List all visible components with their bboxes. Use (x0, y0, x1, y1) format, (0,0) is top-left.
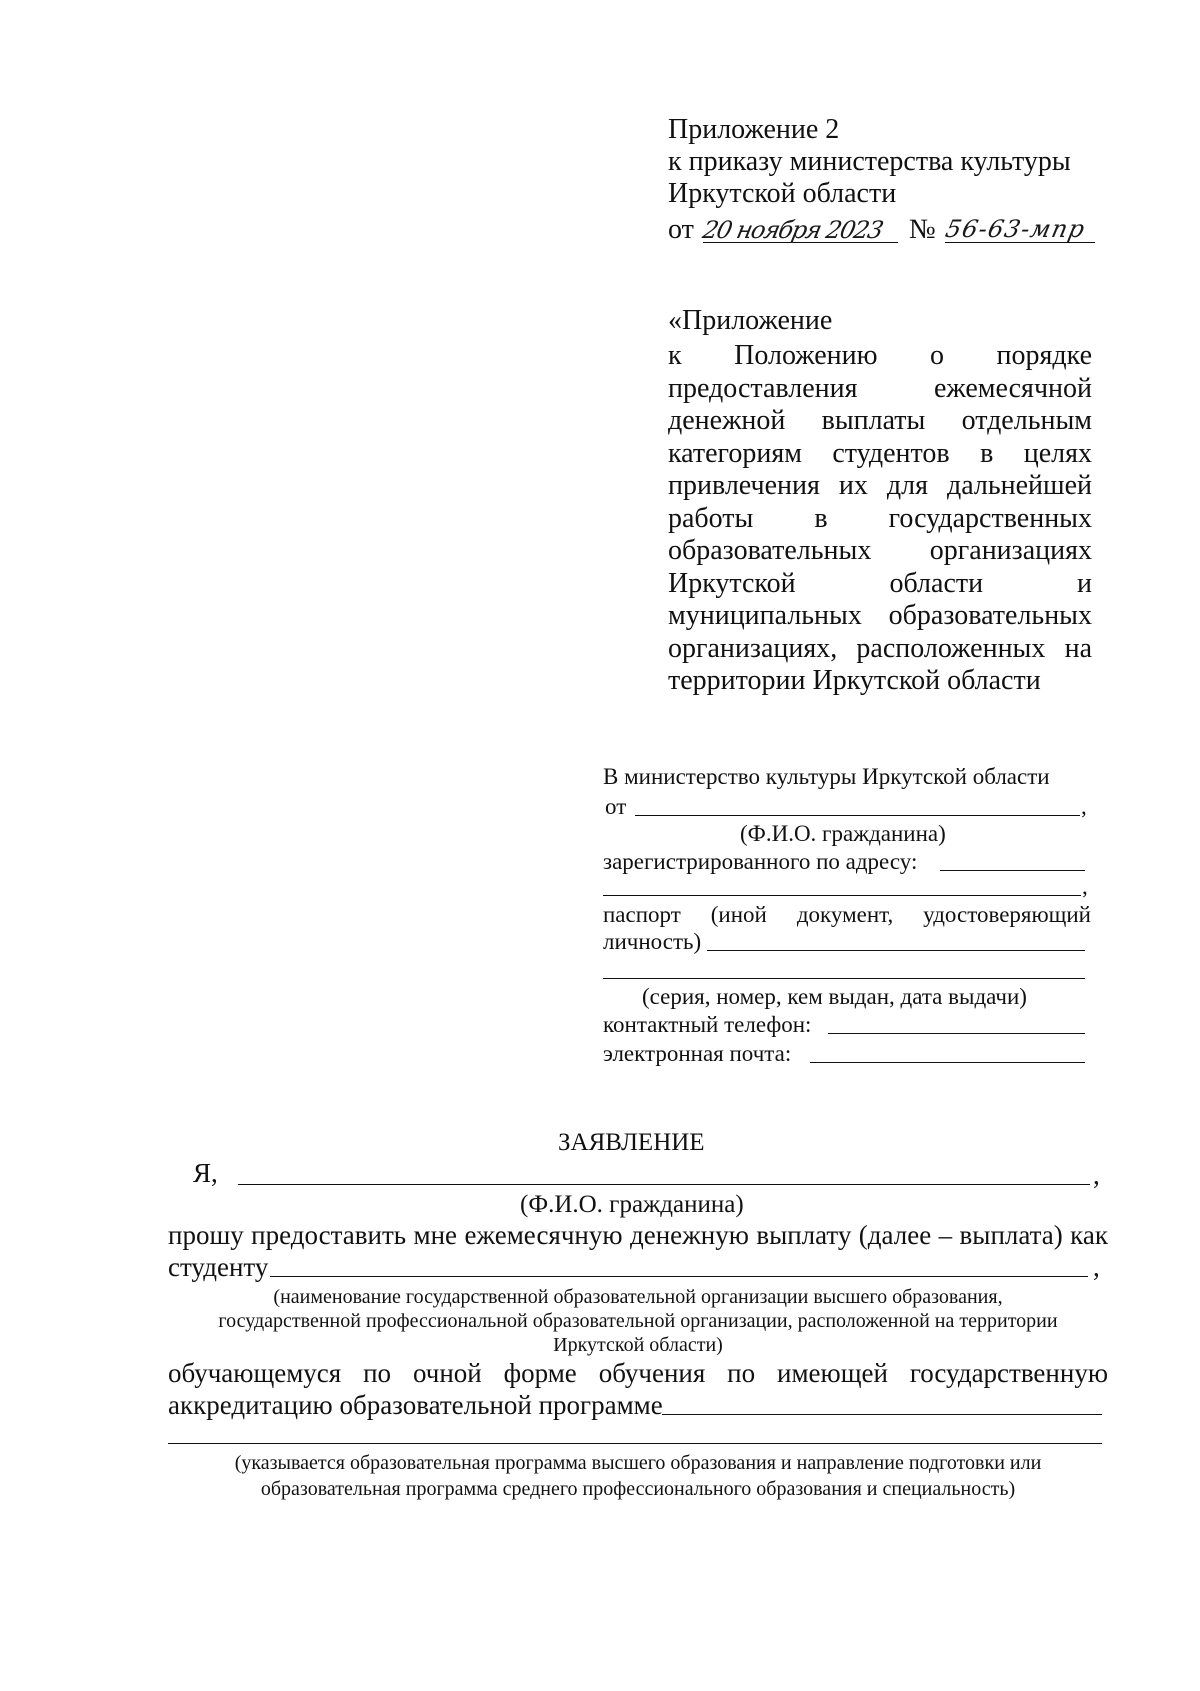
appendix-title: «Приложение (668, 305, 833, 336)
date-prefix: от (668, 214, 694, 245)
organization-caption-line: (наименование государственной образовательной организации высшего образования, (273, 1286, 1003, 1308)
organization-caption (168, 1285, 1108, 1357)
organization-caption-line: Иркутской области) (553, 1334, 723, 1356)
program-caption (168, 1450, 1108, 1502)
appendix-line: к Положению о порядке (668, 340, 1092, 371)
email-label: электронная почта: (603, 1041, 792, 1066)
study-line: обучающемуся по очной форме обучения по имеющей государственную (168, 1358, 1108, 1388)
passport-line: паспорт (иной документ, удостоверяющий (603, 902, 1091, 927)
handwritten-date-text: 20 ноября 2023 (700, 215, 887, 244)
address-comma: , (1082, 874, 1088, 899)
passport-caption: (серия, номер, кем выдан, дата выдачи) (642, 984, 1027, 1009)
address-field[interactable] (940, 870, 1085, 871)
appendix-line: привлечения их для дальнейшей (668, 470, 1092, 501)
appendix-number: Приложение 2 (668, 114, 840, 145)
organization-caption-line: государственной профессиональной образовательной организации, расположенной на территории (218, 1310, 1058, 1332)
appendix-line: организациях, расположенных на (668, 632, 1092, 664)
appendix-line: работы в государственных (668, 502, 1092, 534)
handwritten-date (700, 212, 895, 246)
order-reference: к приказу министерства культуры (668, 146, 1071, 177)
applicant-fio-field[interactable] (238, 1184, 1090, 1185)
applicant-fio-comma: , (1093, 1160, 1100, 1190)
appendix-description (668, 340, 1092, 698)
program-label: аккредитацию образовательной программе (168, 1390, 663, 1420)
phone-field[interactable] (828, 1033, 1085, 1034)
passport-label-2: личность) (603, 929, 702, 954)
fio-comma: , (1081, 794, 1087, 819)
program-caption-line: образовательная программа среднего профессионального образования и специальность) (260, 1478, 1016, 1500)
i-label: Я, (193, 1158, 218, 1188)
email-field[interactable] (810, 1062, 1085, 1063)
fio-field[interactable] (635, 815, 1080, 816)
addressee-ministry: В министерство культуры Иркутской области (603, 764, 1050, 789)
student-label: студенту (168, 1252, 269, 1282)
address-field-continued[interactable] (603, 895, 1081, 896)
handwritten-number-text: 56-63-мпр (942, 214, 1088, 243)
program-field-continued[interactable] (168, 1443, 1102, 1444)
statement-title: ЗАЯВЛЕНИЕ (558, 1129, 705, 1156)
region-name: Иркутской области (668, 178, 897, 209)
address-label: зарегистрированного по адресу: (603, 849, 918, 874)
passport-label (603, 903, 1091, 926)
appendix-line: денежной выплаты отдельным (668, 405, 1092, 436)
study-text (168, 1360, 1108, 1387)
program-field[interactable] (662, 1414, 1102, 1415)
applicant-fio-caption: (Ф.И.О. гражданина) (520, 1191, 744, 1218)
passport-field[interactable] (707, 950, 1085, 951)
request-line: прошу предоставить мне ежемесячную денежную выплату (далее – выплата) как (168, 1220, 1108, 1250)
from-label: от (605, 794, 627, 819)
appendix-line: предоставления ежемесячной (668, 372, 1092, 404)
appendix-line: муниципальных образовательных (668, 600, 1092, 631)
request-text (168, 1222, 1108, 1249)
program-caption-line: (указывается образовательная программа высшего образования и направление подготовки или (234, 1452, 1042, 1474)
appendix-line: образовательных организациях (668, 535, 1092, 566)
passport-field-continued[interactable] (603, 978, 1085, 979)
appendix-line: Иркутской области и (668, 567, 1092, 599)
number-prefix: № (909, 214, 936, 245)
handwritten-number (942, 210, 1098, 246)
phone-label: контактный телефон: (603, 1012, 812, 1037)
appendix-line: территории Иркутской области (668, 665, 1041, 696)
fio-caption: (Ф.И.О. гражданина) (740, 821, 946, 846)
student-organization-field[interactable] (270, 1276, 1088, 1277)
student-comma: , (1093, 1252, 1100, 1282)
appendix-line: категориям студентов в целях (668, 437, 1092, 469)
